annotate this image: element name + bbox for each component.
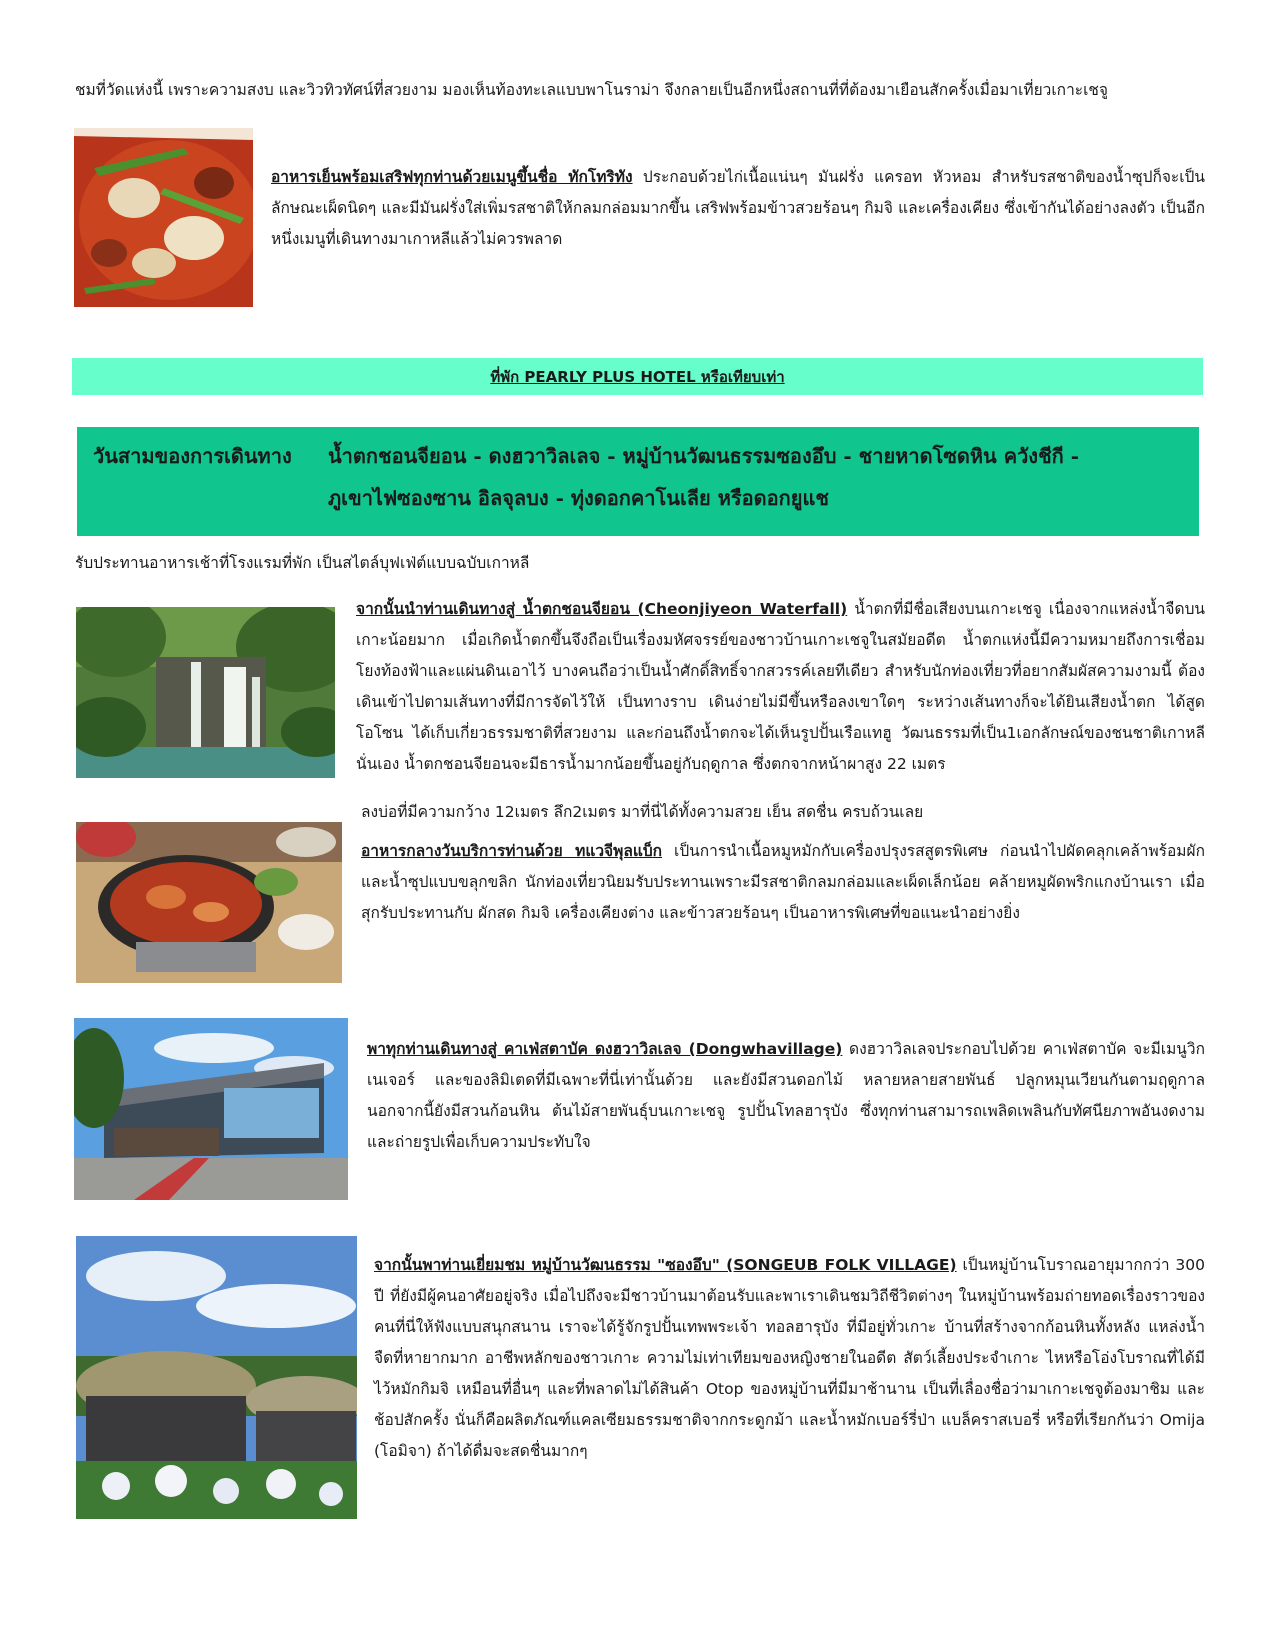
dongwha-paragraph [367, 1034, 1205, 1158]
songeub-highlight: จากนั้นพาท่านเยี่ยมชม หมู่บ้านวัฒนธรรม "ซองอึบ" (SONGEUB FOLK VILLAGE) [374, 1256, 957, 1274]
songeub-text: เป็นหมู่บ้านโบราณอายุมากกว่า 300 ปี ที่ยังมีผู้คนอาศัยอยู่จริง เมื่อไปถึงจะมีชาวบ้านมาต้อนรับและพาเราเดินชมวิถีชีวิตต่างๆ ในหมู่บ้านพร้อมถ่ายทอดเรื่องราวของคนที่นี่ให้ฟังแบบสนุกสนาน เราจะได้รู้จักรูปปั้นเทพพระเจ้า ทอลฮารุบัง ที่มีอยู่ทั่วเกาะ บ้านที่สร้างจากก้อนหินทั้งหลัง แหล่งน้ำจืดที่หายากมาก อาชีพหลักของชาวเกาะ ความไม่เท่าเทียมของหญิงชายในอดีต สัตว์เลี้ยงประจำเกาะ ไหหรือโอ่งโบราณที่ได้มีไว้หมักกิมจิ เหมือนที่อื่นๆ และที่พลาดไม่ได้สินค้า Otop ของหมู่บ้านที่มีมาช้านาน เป็นที่เลื่องชื่อว่ามาเกาะเชจูต้องมาชิม และช้อปสักครั้ง นั่นก็คือผลิตภัณฑ์แคลเซียมธรรมชาติจากกระดูกม้า และน้ำหมักเบอร์รี่ป่า แบล็คราสเบอรี่ หรือที่เรียกกันว่า Omija (โอมิจา) ถ้าได้ดื่มจะสดชื่นมากๆ [374, 1256, 1205, 1460]
dinner-photo [74, 128, 253, 307]
intro-text: ชมที่วัดแห่งนี้ เพราะความสงบ และวิวทิวทัศน์ที่สวยงาม มองเห็นท้องทะเลแบบพาโนราม่า จึงกลายเป็นอีกหนึ่งสถานที่ที่ต้องมาเยือนสักครั้งเมื่อมาเที่ยวเกาะเชจู [75, 81, 1108, 99]
hotel-text: ที่พัก PEARLY PLUS HOTEL หรือเทียบเท่า [490, 367, 785, 386]
songeub-photo [76, 1236, 357, 1519]
lunch-paragraph [361, 836, 1205, 929]
dinner-highlight: อาหารเย็นพร้อมเสริฟทุกท่านด้วยเมนูขึ้นชื่อ ทักโทริทัง [271, 168, 633, 186]
day-route-line-2: ภูเขาไฟซองซาน อิลจุลบง - ทุ่งดอกคาโนเลีย หรือดอกยูแช [328, 486, 829, 510]
dinner-text: ประกอบด้วยไก่เนื้อแน่นๆ มันฝรั่ง แครอท หัวหอม สำหรับรสชาติของน้ำซุปก็จะเป็นลักษณะเผ็ดนิดๆ และมีมันฝรั่งใส่เพิ่มรสชาติให้กลมกล่อมมากขึ้น เสริฟพร้อมข้าวสวยร้อนๆ กิมจิ และเครื่องเคียง ซึ่งเข้ากันได้อย่างลงตัว เป็นอีกหนึ่งเมนูที่เดินทางมาเกาหลีแล้วไม่ควรพลาด [271, 168, 1205, 248]
dinner-paragraph [271, 162, 1205, 255]
day-label: วันสามของการเดินทาง [93, 444, 292, 468]
dongwha-text: ดงฮวาวิลเลจประกอบไปด้วย คาเฟ่สตาบัค จะมีเมนูวิกเนเจอร์ และของลิมิเตดที่มีเฉพาะที่นี่เท่านั้นด้วย และยังมีสวนดอกไม้ หลายหลายสายพันธ์ ปลูกหมุนเวียนกันตามฤดูกาล นอกจากนี้ยังมีสวนก้อนหิน ต้นไม้สายพันธุ์บนเกาะเชจู รูปปั้นโทลฮารุบัง ซึ่งทุกท่านสามารถเพลิดเพลินกับทัศนียภาพอันงดงามและถ่ายรูปเพื่อเก็บความประทับใจ [367, 1040, 1205, 1151]
hotel-banner [72, 358, 1203, 395]
waterfall-photo [76, 607, 335, 778]
waterfall-paragraph [356, 594, 1205, 780]
dongwha-photo [74, 1018, 348, 1200]
dongwha-highlight: พาทุกท่านเดินทางสู่ คาเฟ่สตาบัค ดงฮวาวิลเลจ (Dongwhavillage) [367, 1040, 843, 1058]
waterfall-highlight: จากนั้นนำท่านเดินทางสู่ น้ำตกชอนจียอน (Cheonjiyeon Waterfall) [356, 600, 848, 618]
lunch-text: เป็นการนำเนื้อหมูหมักกับเครื่องปรุงรสสูตรพิเศษ ก่อนนำไปผัดคลุกเคล้าพร้อมผักและน้ำซุปแบบขลุกขลิก นักท่องเที่ยวนิยมรับประทานเพราะมีรสชาติกลมกล่อมและเผ็ดเล็กน้อย คล้ายหมูผัดพริกแกงบ้านเรา เมื่อสุกรับประทานกับ ผักสด กิมจิ เครื่องเคียงต่าง และข้าวสวยร้อนๆ เป็นอาหารพิเศษที่ขอแนะนำอย่างยิ่ง [361, 842, 1205, 922]
lunch-photo [76, 822, 342, 983]
songeub-paragraph [374, 1250, 1205, 1467]
lunch-highlight: อาหารกลางวันบริการท่านด้วย ทแวจีพุลแบ็ก [361, 842, 663, 860]
day-header [77, 427, 1199, 536]
waterfall-text-cont: ลงบ่อที่มีความกว้าง 12เมตร ลึก2เมตร มาที่นี่ได้ทั้งความสวย เย็น สดชื่น ครบถ้วนเลย [361, 803, 924, 821]
breakfast-text: รับประทานอาหารเช้าที่โรงแรมที่พัก เป็นสไตล์บุฟเฟ่ต์แบบฉบับเกาหลี [75, 554, 530, 572]
day-route-line-1: น้ำตกชอนจียอน - ดงฮวาวิลเลจ - หมู่บ้านวัฒนธรรมซองอึบ - ชายหาดโซดหิน ควังชีกี - [328, 444, 1080, 468]
waterfall-text: น้ำตกที่มีชื่อเสียงบนเกาะเชจู เนื่องจากแหล่งน้ำจืดบนเกาะน้อยมาก เมื่อเกิดน้ำตกขึ้นจึงถือเป็นเรื่องมหัศจรรย์ของชาวบ้านเกาะเชจูในสมัยอดีต น้ำตกแห่งนี้มีความหมายถึงการเชื่อมโยงท้องฟ้าและแผ่นดินเอาไว้ บางคนถือว่าเป็นน้ำศักดิ์สิทธิ์จากสวรรค์เลยทีเดียว สำหรับนักท่องเที่ยวที่อยากสัมผัสความงามนี้ ต้องเดินเข้าไปตามเส้นทางที่มีการจัดไว้ให้ เป็นทางราบ เดินง่ายไม่มีขึ้นหรือลงเขาใดๆ ระหว่างเส้นทางก็จะได้ยินเสียงน้ำตก ได้สูดโอโซน ได้เก็บเกี่ยวธรรมชาติที่สวยงาม และก่อนถึงน้ำตกจะได้เห็นรูปปั้นเรือแทฮู วัฒนธรรมที่เป็น1เอกลักษณ์ของชนชาติเกาหลีนั่นเอง น้ำตกชอนจียอนจะมีธารน้ำมากน้อยขึ้นอยู่กับฤดูกาล ซึ่งตกจากหน้าผาสูง 22 เมตร [356, 600, 1206, 773]
